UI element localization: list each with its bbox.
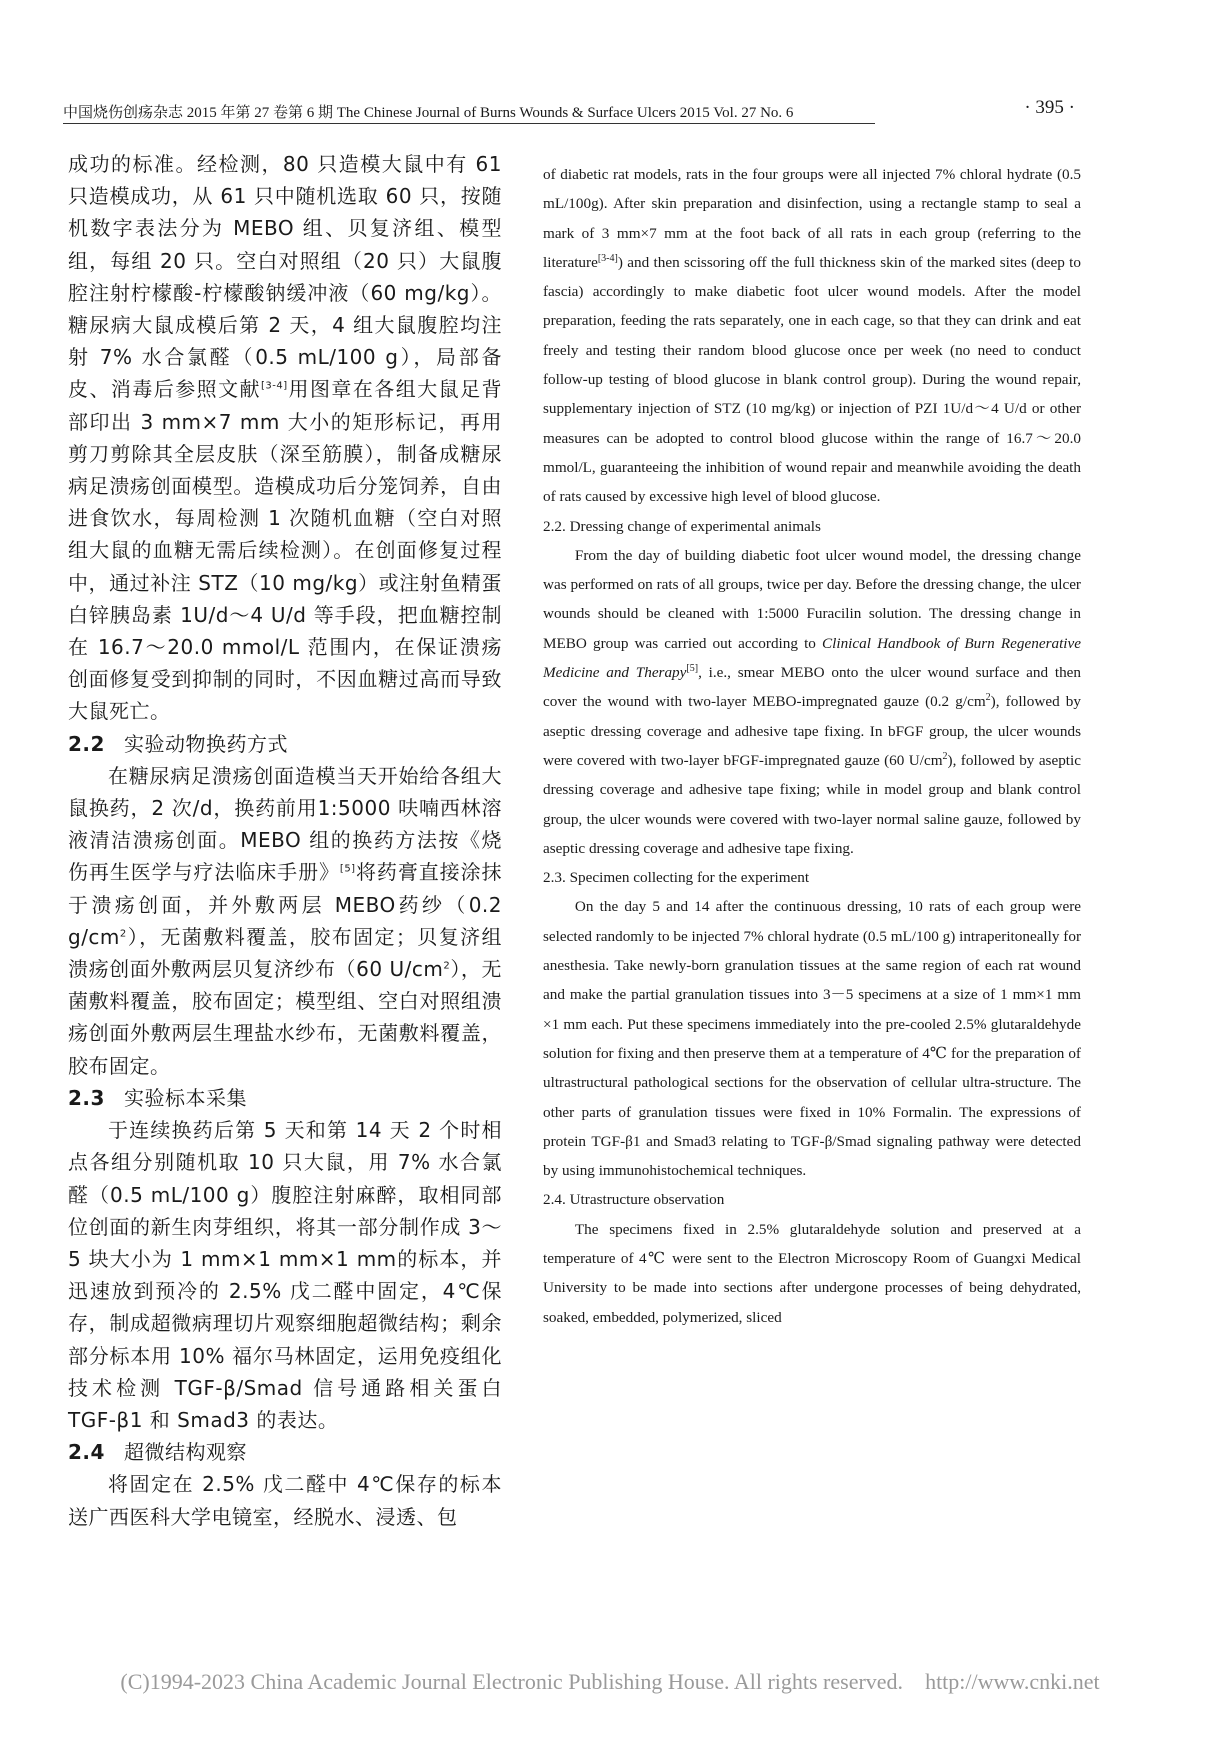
paragraph: On the day 5 and 14 after the continuous dressing, 10 rats of each group were selected randomly to be injected 7% chloral hydrate (0.5 mL/100 g) intraperitoneally for anesthesia. Take newly-born granulation tissues at the same region of each rat wound and make the partial granulation tissues into 3－5 specimens at a size of 1 mm×1 mm ×1 mm each. Put these specimens immediately into the pre-cooled 2.5% glutaraldehyde solution for fixing and then preserve them at a temperature of 4℃ for the preparation of ultrastructural pathological sections for the observation of cellular ultra-structure. The other parts of granulation tissues were fixed in 10% Formalin. The expressions of protein TGF-β1 and Smad3 relating to TGF-β/Smad signaling pathway were detected by using immunohistochemical techniques. xyxy=(543,898,1081,1180)
citation-ref: [5] xyxy=(686,662,699,674)
paragraph: From the day of building diabetic foot ulcer wound model, the dressing change was performed on rats of all groups, twice per day. Before the dressing change, the ulcer wounds should be cleaned with 1:5000 Furacilin solution. The dressing change in MEBO group was carried out according to Clinical Handbook of Burn Regenerative Medicine and Therapy[5], i.e., smear MEBO onto the ulcer wound surface and then cover the wound with two-layer MEBO-impregnated gauze (0.2 $g/cm^2$), followed by aseptic dressing coverage and adhesive tape fixing. In bFGF group, the ulcer wounds were covered with two-layer bFGF-impregnated gauze (60 $U/cm^2$), followed by aseptic dressing coverage and adhesive tape fixing; while in model group and blank control group, the ulcer wounds were covered with two-layer normal saline gauze, followed by aseptic dressing coverage and adhesive tape fixing. xyxy=(543,546,1081,857)
section-heading: 2.2 实验动物换药方式 xyxy=(68,731,288,756)
paragraph: The specimens fixed in 2.5% glutaraldehyde solution and preserved at a temperature of 4℃ were sent to the Electron Microscopy Room of Guangxi Medical University to be made into sections after undergone processes of being dehydrated, soaked, embedded, polymerized, sliced xyxy=(543,1220,1081,1326)
page-number: · 395 · xyxy=(1024,97,1075,118)
section-heading: 2.3. Specimen collecting for the experiment xyxy=(543,869,810,887)
source-url: http://www.cnki.net xyxy=(925,1669,1100,1694)
section-heading: 2.2. Dressing change of experimental animals xyxy=(543,517,821,535)
paragraph: 成功的标准。经检测，80 只造模大鼠中有 61 只造模成功，从 61 只中随机选取 60 只，按随机数字表法分为 MEBO 组、贝复济组、模型组，每组 20 只。空白对照组（20 只）大鼠腹腔注射柠檬酸-柠檬酸钠缓冲液（60 mg/kg）。糖尿病大鼠成模后第 2 天，4 组大鼠腹腔均注射 7% 水合氯醛（0.5 mL/100 g），局部备皮、消毒后参照文献[3-4]用图章在各组大鼠足背部印出 3 mm×7 mm 大小的矩形标记，再用剪刀剪除其全层皮肤（深至筋膜），制备成糖尿病足溃疡创面模型。造模成功后分笼饲养，自由进食饮水，每周检测 1 次随机血糖（空白对照组大鼠的血糖无需后续检测）。在创面修复过程中，通过补注 STZ（10 mg/kg）或注射鱼精蛋白锌胰岛素 1U/d～4 U/d 等手段，把血糖控制在 16.7～20.0 mmol/L 范围内，在保证溃疡创面修复受到抑制的同时，不因血糖过高而导致大鼠死亡。 xyxy=(68,152,503,724)
book-title: Clinical Handbook of Burn Regenerative Medicine and Therapy xyxy=(543,634,1081,682)
paragraph: of diabetic rat models, rats in the four groups were all injected 7% chloral hydrate (0.5 mL/100g). After skin preparation and disinfection, using a rectangle stamp to seal a mark of 3 mm×7 mm at the foot back of all rats in each group (referring to the literature[3-4]) and then scissoring off the full thickness skin of the marked sites (deep to fascia) accordingly to make diabetic foot ulcer wound models. After the model preparation, feeding the rats separately, one in each cage, so that they can drink and eat freely and testing their random blood glucose once per week (no need to conduct follow-up testing of blood glucose in blank control group). During the wound repair, supplementary injection of STZ (10 mg/kg) or injection of PZI 1U/d～4 U/d or other measures can be adopted to control blood glucose within the range of 16.7～20.0 mmol/L, guaranteeing the inhibition of wound repair and meanwhile avoiding the death of rats caused by excessive high level of blood glucose. xyxy=(543,166,1081,506)
header-rule xyxy=(63,123,875,124)
running-header xyxy=(63,97,1075,123)
section-heading: 2.4. Utrastructure observation xyxy=(543,1191,725,1209)
english-column xyxy=(543,160,1081,1332)
section-heading: 2.3 实验标本采集 xyxy=(68,1085,247,1110)
copyright-footer xyxy=(40,1669,1180,1695)
section-heading: 2.4 超微结构观察 xyxy=(68,1440,247,1465)
journal-citation: 中国烧伤创疡杂志 2015 年第 27 卷第 6 期 The Chinese Journal of Burns Wounds & Surface Ulcers 2015 Vol. 27 No. 6 xyxy=(63,105,794,121)
chinese-column xyxy=(68,148,502,1533)
paragraph: 将固定在 2.5% 戊二醛中 4℃保存的标本送广西医科大学电镜室，经脱水、浸透、包 xyxy=(68,1472,502,1529)
citation-ref: [3-4] xyxy=(597,252,618,264)
citation-ref: [5] xyxy=(339,863,356,875)
copyright-text: (C)1994-2023 China Academic Journal Electronic Publishing House. All rights reserved. xyxy=(120,1669,904,1694)
paragraph: 在糖尿病足溃疡创面造模当天开始给各组大鼠换药，2 次/d，换药前用1:5000 呋喃西林溶液清洁溃疡创面。MEBO 组的换药方法按《烧伤再生医学与疗法临床手册》[5]将药膏直接涂抹于溃疡创面，并外敷两层 MEBO药纱（0.2 $g/cm^2$），无菌敷料覆盖，胶布固定；贝复济组溃疡创面外敷两层贝复济纱布（60 $U/cm^2$），无菌敷料覆盖，胶布固定；模型组、空白对照组溃疡创面外敷两层生理盐水纱布，无菌敷料覆盖，胶布固定。 xyxy=(68,763,503,1078)
citation-ref: [3-4] xyxy=(260,380,288,392)
paragraph: 于连续换药后第 5 天和第 14 天 2 个时相点各组分别随机取 10 只大鼠，用 7% 水合氯醛（0.5 mL/100 g）腹腔注射麻醉，取相同部位创面的新生肉芽组织，将其一部分制作成 3～5 块大小为 1 mm×1 mm×1 mm的标本，并迅速放到预冷的 2.5% 戊二醛中固定，4℃保存，制成超微病理切片观察细胞超微结构；剩余部分标本用 10% 福尔马林固定，运用免疫组化技术检测 TGF-β/Smad 信号通路相关蛋白 TGF-β1 和 Smad3 的表达。 xyxy=(68,1118,502,1432)
